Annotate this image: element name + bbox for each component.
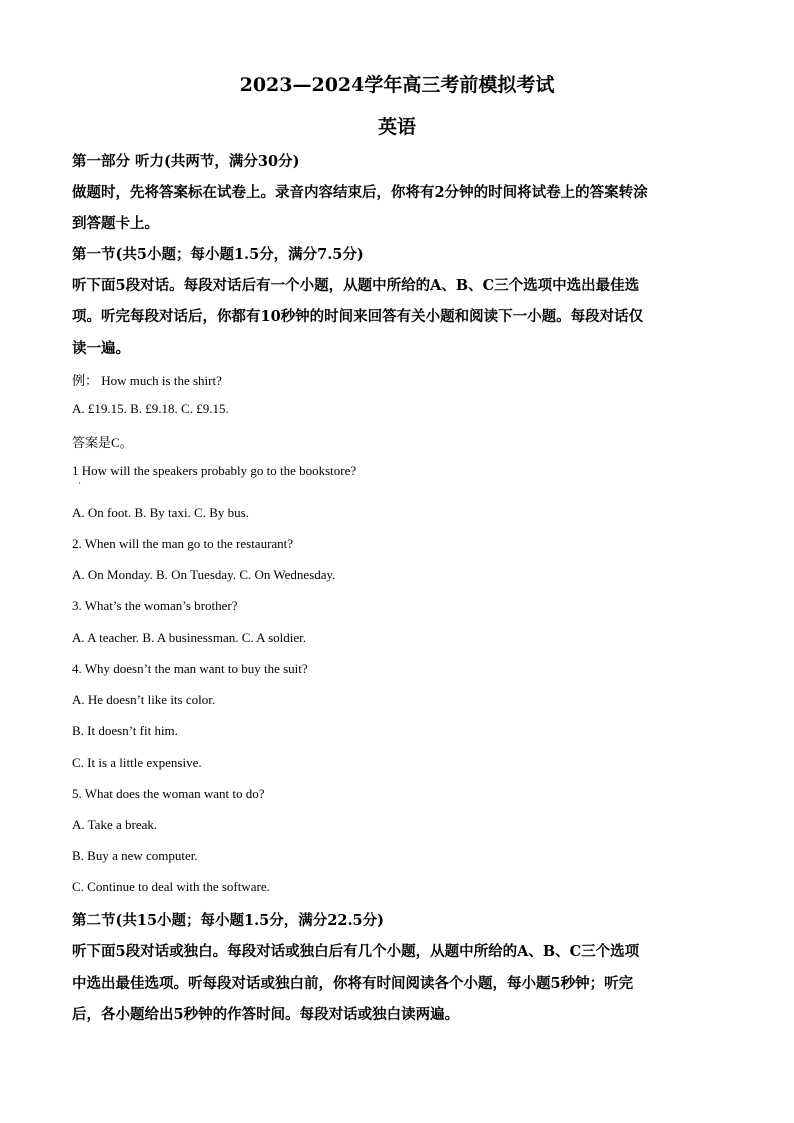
part1-instruction-line: 到答题卡上。: [72, 215, 159, 232]
question-3-options: A. A teacher. B. A businessman. C. A soldier.: [72, 630, 306, 645]
question-1-stem: 1 How will the speakers probably go to the bookstore?: [72, 463, 357, 478]
question-5-option-b: B. Buy a new computer.: [72, 848, 198, 863]
section1-instruction-line: 听下面5段对话。每段对话后有一个小题，从题中所给的A、B、C三个选项中选出最佳选: [72, 277, 640, 294]
section1-heading: 第一节(共5小题；每小题1.5分，满分7.5分): [72, 246, 364, 263]
subject-title: 英语: [377, 116, 416, 138]
example-answer: 答案是C。: [72, 435, 133, 450]
question-4-option-b: B. It doesn’t fit him.: [72, 723, 178, 738]
section2-instruction-line: 中选出最佳选项。听每段对话或独白前，你将有时间阅读各个小题，每小题5秒钟；听完: [72, 975, 634, 992]
part1-instruction-line: 做题时，先将答案标在试卷上。录音内容结束后，你将有2分钟的时间将试卷上的答案转涂: [72, 184, 648, 201]
question-1-options: A. On foot. B. By taxi. C. By bus.: [72, 505, 249, 520]
section2-instruction-line: 后，各小题给出5秒钟的作答时间。每段对话或独白读两遍。: [72, 1006, 460, 1023]
question-2-options: A. On Monday. B. On Tuesday. C. On Wednesday.: [72, 567, 336, 582]
stray-dot-mark: ·: [78, 478, 81, 488]
question-5-option-a: A. Take a break.: [72, 817, 158, 832]
part1-heading: 第一部分 听力(共两节，满分30分): [72, 153, 300, 170]
exam-title: 2023—2024学年高三考前模拟考试: [239, 74, 555, 96]
example-question: 例： How much is the shirt?: [72, 373, 222, 388]
question-3-stem: 3. What’s the woman’s brother?: [72, 598, 238, 613]
question-4-option-c: C. It is a little expensive.: [72, 755, 202, 770]
question-5-stem: 5. What does the woman want to do?: [72, 786, 265, 801]
example-options: A. £19.15. B. £9.18. C. £9.15.: [72, 401, 229, 416]
section1-instruction-line: 项。听完每段对话后，你都有10秒钟的时间来回答有关小题和阅读下一小题。每段对话仅: [72, 308, 644, 325]
question-4-option-a: A. He doesn’t like its color.: [72, 692, 216, 707]
question-2-stem: 2. When will the man go to the restaurant?: [72, 536, 294, 551]
section2-instruction-line: 听下面5段对话或独白。每段对话或独白后有几个小题，从题中所给的A、B、C三个选项: [72, 943, 640, 960]
section2-heading: 第二节(共15小题；每小题1.5分，满分22.5分): [72, 912, 384, 929]
question-4-stem: 4. Why doesn’t the man want to buy the suit?: [72, 661, 308, 676]
question-5-option-c: C. Continue to deal with the software.: [72, 879, 270, 894]
section1-instruction-line: 读一遍。: [72, 340, 130, 357]
